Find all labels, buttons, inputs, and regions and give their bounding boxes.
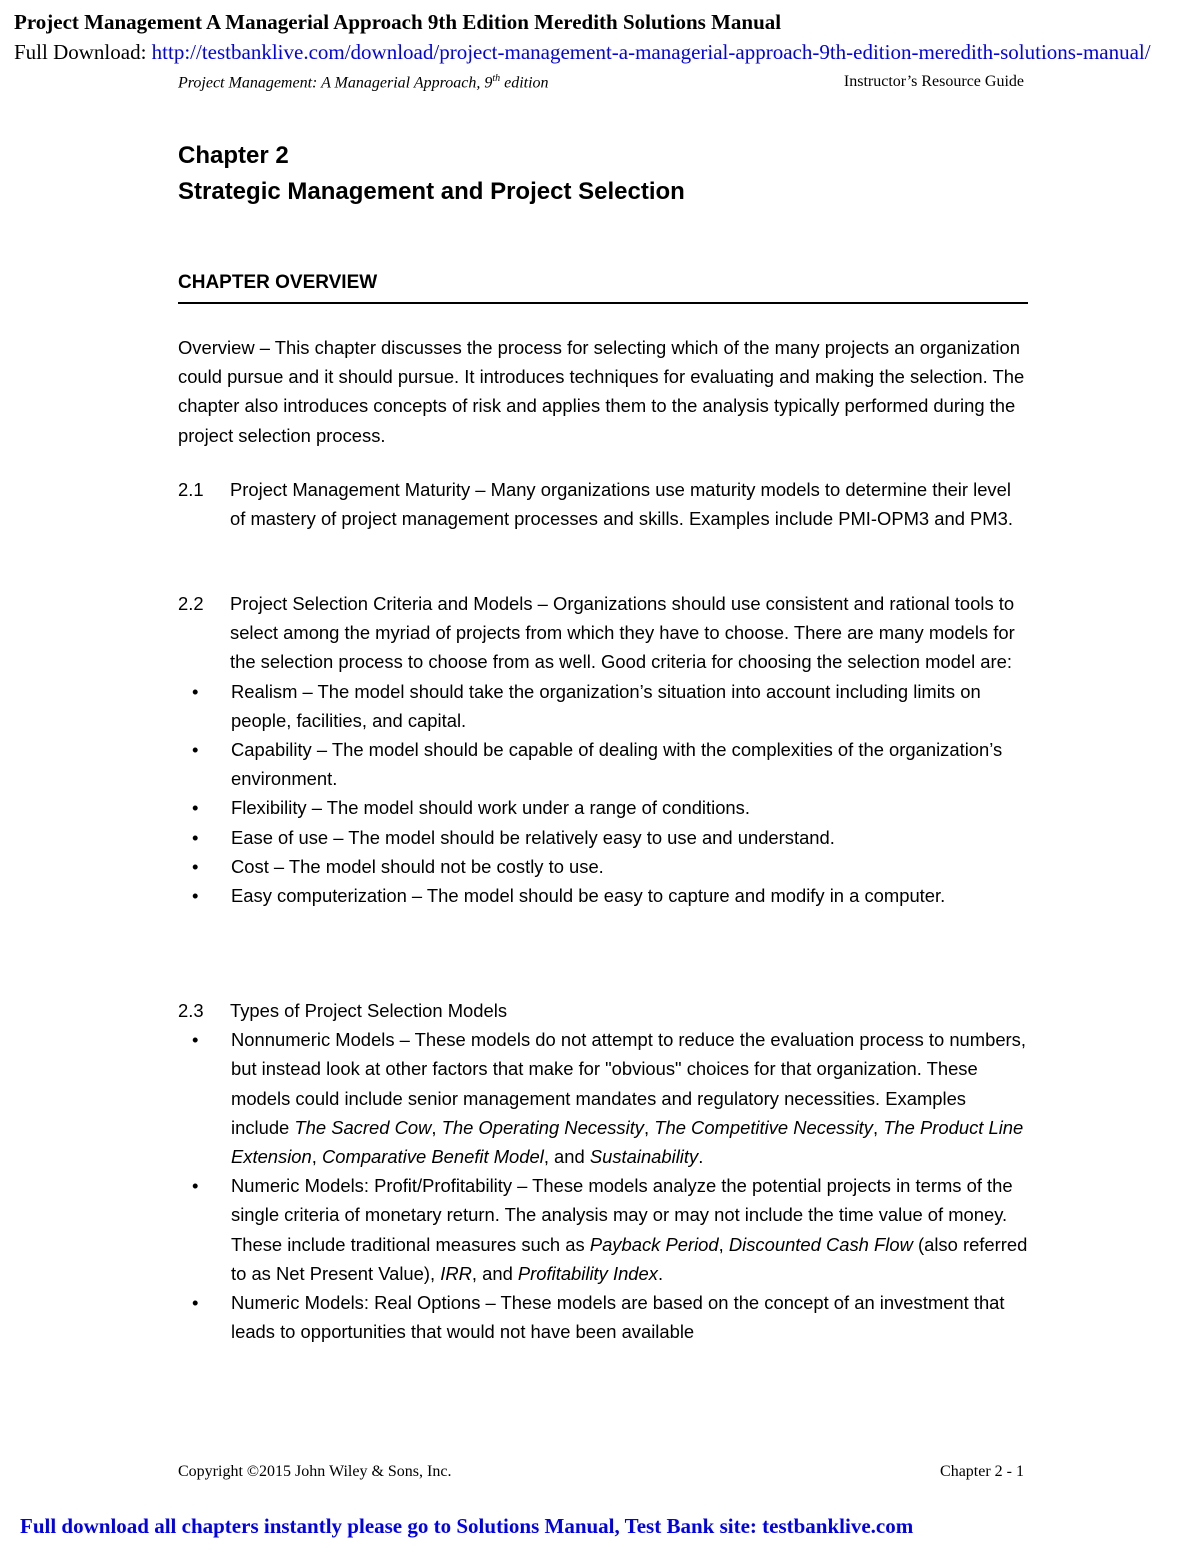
- running-header-left: [178, 73, 549, 92]
- download-label: Full Download:: [14, 40, 152, 64]
- bullet-icon: •: [192, 1029, 199, 1051]
- measure-name: Discounted Cash Flow: [728, 1233, 913, 1255]
- bullet-icon: •: [192, 826, 199, 848]
- bullet-icon: •: [192, 1175, 199, 1197]
- list-item-text: Realism – The model should take the organization’s situation into account including limits on people, facilities, and capital.: [231, 680, 981, 731]
- bullet-icon: •: [192, 1292, 199, 1314]
- bullet-icon: •: [192, 885, 199, 907]
- section-number: 2.2: [178, 593, 204, 614]
- section-title: Types of Project Selection Models: [230, 1000, 508, 1021]
- measure-name: Payback Period: [589, 1233, 719, 1255]
- bullet-icon: •: [192, 855, 199, 877]
- banner-download-line: [14, 40, 1200, 65]
- overview-heading: CHAPTER OVERVIEW: [178, 272, 378, 293]
- measure-name: Profitability Index: [517, 1262, 658, 1284]
- list-item-real-options: [178, 1288, 1028, 1346]
- list-item: [178, 735, 1028, 793]
- bullet-icon: •: [192, 797, 199, 819]
- section-text: Project Selection Criteria and Models – Organizations should use consistent and rational tools to select among the myriad of projects from which they have to choose. There are many models for the selection process to choose from as well. Good criteria for choosing the selection model are:: [230, 593, 1015, 673]
- running-header-book: Project Management: A Managerial Approach, 9: [178, 74, 493, 92]
- text-run: ,: [311, 1146, 322, 1168]
- banner-title: Project Management A Managerial Approach 9th Edition Meredith Solutions Manual: [14, 10, 782, 34]
- heading-rule: [178, 302, 1028, 304]
- text-run: , and: [543, 1146, 590, 1168]
- chapter-title: Strategic Management and Project Selection: [178, 178, 685, 205]
- section-text: Project Management Maturity – Many organizations use maturity models to determine their level of mastery of project management processes and skills. Examples include PMI-OPM3 and PM3.: [230, 479, 1013, 530]
- footer-copyright: Copyright ©2015 John Wiley & Sons, Inc.: [178, 1463, 452, 1480]
- text-run: .: [657, 1262, 664, 1284]
- text-run: ,: [872, 1116, 884, 1138]
- measure-name: IRR: [440, 1262, 472, 1284]
- running-header-right: Instructor’s Resource Guide: [843, 73, 1024, 90]
- running-header-edition: edition: [500, 74, 549, 92]
- model-name: The Competitive Necessity: [654, 1116, 873, 1138]
- model-name: Comparative Benefit Model: [322, 1146, 544, 1168]
- bullet-icon: •: [192, 680, 199, 702]
- section-number: 2.3: [178, 1000, 204, 1021]
- list-item: [178, 677, 1028, 735]
- model-name: The Sacred Cow: [294, 1116, 432, 1138]
- chapter-number: Chapter 2: [178, 142, 289, 169]
- models-list: [178, 1025, 1028, 1346]
- text-run: Nonnumeric Models – These models do not attempt to reduce the evaluation process to numbers, but instead look at other factors that make for "obvious" choices for that organization. These models could include senior management mandates and regulatory necessities. Examples include: [231, 1029, 1026, 1138]
- model-name: The Product Line Extension: [231, 1116, 1024, 1168]
- text-run: , and: [471, 1262, 518, 1284]
- list-item-text: Flexibility – The model should work under a range of conditions.: [231, 797, 750, 819]
- list-item-text: Easy computerization – The model should be easy to capture and modify in a computer.: [231, 885, 946, 907]
- text-run: .: [698, 1146, 704, 1168]
- real-options-text: Numeric Models: Real Options – These models are based on the concept of an investment that leads to opportunities that would not have been available: [231, 1292, 1005, 1343]
- model-name: The Operating Necessity: [441, 1116, 644, 1138]
- nonnumeric-text: [231, 1029, 1026, 1167]
- text-run: (also referred to as Net Present Value),: [231, 1233, 1028, 1284]
- footer-page-number: Chapter 2 - 1: [940, 1463, 1024, 1480]
- text-run: ,: [431, 1116, 442, 1138]
- running-header-sup: th: [492, 73, 501, 84]
- list-item-text: Capability – The model should be capable of dealing with the complexities of the organization’s environment.: [231, 739, 1003, 790]
- list-item: [178, 793, 1028, 822]
- bullet-icon: •: [192, 739, 199, 761]
- section-2-1: [178, 475, 1028, 533]
- list-item-text: Cost – The model should not be costly to use.: [231, 855, 604, 877]
- list-item-profit: [178, 1171, 1028, 1288]
- criteria-list: [178, 677, 1028, 911]
- download-link[interactable]: http://testbanklive.com/download/project-management-a-managerial-approach-9th-edition-meredith-solutions-manual/: [151, 40, 1151, 64]
- list-item-text: Ease of use – The model should be relatively easy to use and understand.: [231, 826, 835, 848]
- profit-text: [231, 1175, 1027, 1284]
- list-item-nonnumeric: [178, 1025, 1028, 1171]
- section-2-3: [178, 996, 1028, 1346]
- text-run: Numeric Models: Profit/Profitability – These models analyze the potential projects in terms of the single criteria of monetary return. The analysis may or may not include the time value of money. These include traditional measures such as: [231, 1175, 1013, 1255]
- list-item: [178, 881, 1028, 910]
- section-number: 2.1: [178, 479, 204, 500]
- text-run: ,: [718, 1233, 729, 1255]
- list-item: [178, 823, 1028, 852]
- bottom-banner-link[interactable]: Full download all chapters instantly please go to Solutions Manual, Test Bank site: testbanklive.com: [20, 1514, 914, 1538]
- section-2-2: [178, 589, 1028, 910]
- model-name: Sustainability: [589, 1146, 699, 1168]
- text-run: ,: [644, 1116, 655, 1138]
- list-item: [178, 852, 1028, 881]
- overview-paragraph: Overview – This chapter discusses the process for selecting which of the many projects an organization could pursue and it should pursue. It introduces techniques for evaluating and making the selection. The chapter also introduces concepts of risk and applies them to the analysis typically performed during the project selection process.: [178, 337, 1025, 446]
